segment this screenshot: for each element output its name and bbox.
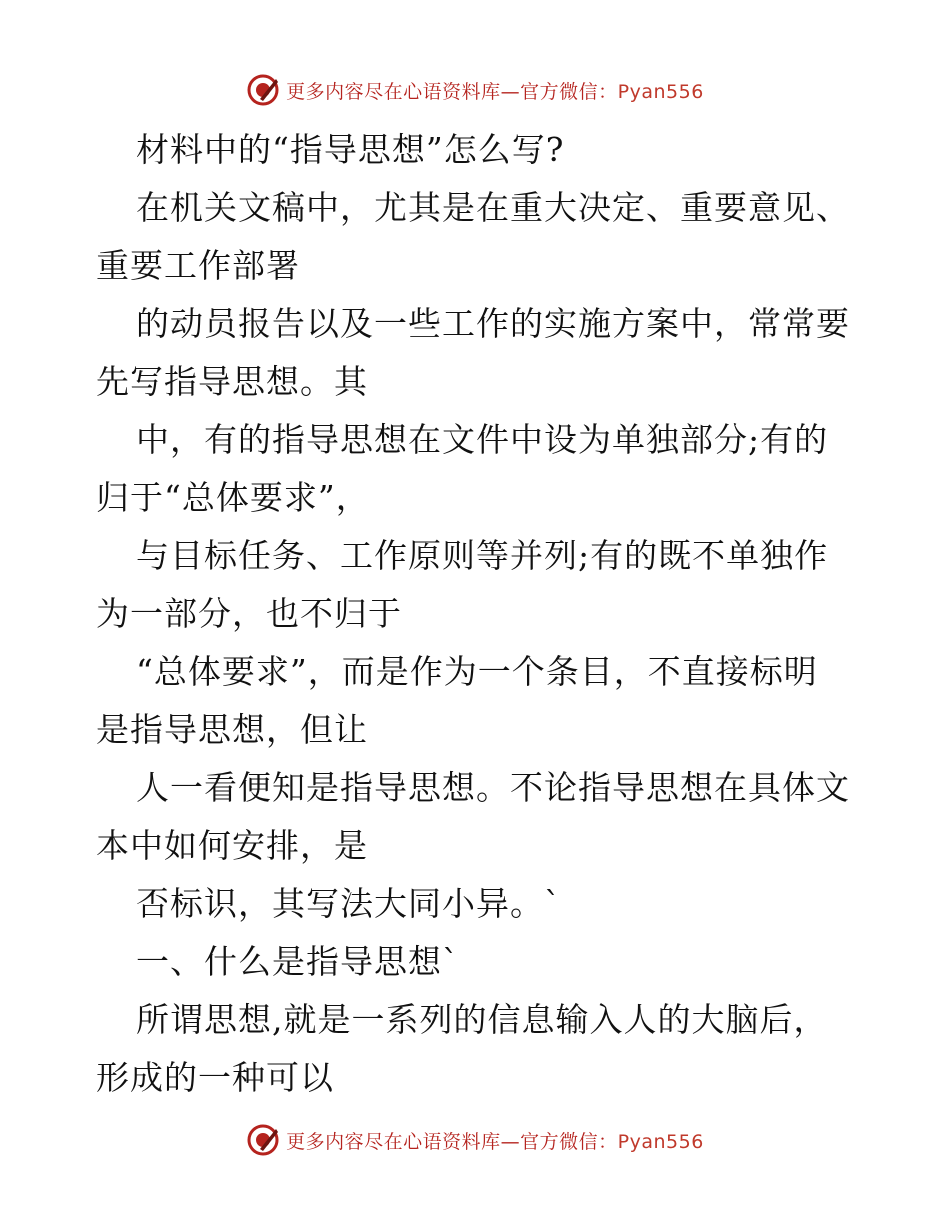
line: 与目标任务、工作原则等并列;有的既不单独作 bbox=[136, 536, 829, 575]
header-wechat-id: Pyan556 bbox=[617, 80, 704, 103]
line: 重要工作部署 bbox=[96, 246, 300, 285]
footer-promo-label: 更多内容尽在心语资料库—官方微信： bbox=[286, 1130, 618, 1153]
paragraph bbox=[96, 759, 856, 875]
line: 本中如何安排，是 bbox=[96, 826, 368, 865]
brand-logo-icon bbox=[246, 73, 280, 107]
footer-promo-text bbox=[286, 1127, 704, 1154]
line: “总体要求”，而是作为一个条目，不直接标明 bbox=[136, 652, 818, 691]
header-banner bbox=[0, 70, 950, 110]
line: 的动员报告以及一些工作的实施方案中，常常要 bbox=[136, 304, 850, 343]
paragraph bbox=[96, 179, 856, 295]
footer-banner bbox=[0, 1120, 950, 1160]
paragraph bbox=[96, 875, 856, 933]
line: 形成的一种可以 bbox=[96, 1058, 334, 1097]
line: 为一部分，也不归于 bbox=[96, 594, 402, 633]
line: 是指导思想，但让 bbox=[96, 710, 368, 749]
line: 先写指导思想。其 bbox=[96, 362, 368, 401]
line: 在机关文稿中，尤其是在重大决定、重要意见、 bbox=[136, 188, 850, 227]
paragraph bbox=[96, 527, 856, 643]
header-promo-text bbox=[286, 77, 704, 104]
line: 一、什么是指导思想` bbox=[136, 942, 460, 981]
line: 中，有的指导思想在文件中设为单独部分;有的 bbox=[136, 420, 829, 459]
paragraph bbox=[96, 643, 856, 759]
line: 所谓思想,就是一系列的信息输入人的大脑后， bbox=[136, 1000, 828, 1039]
line: 人一看便知是指导思想。不论指导思想在具体文 bbox=[136, 768, 850, 807]
line: 材料中的“指导思想”怎么写? bbox=[136, 130, 565, 169]
paragraph bbox=[96, 991, 856, 1107]
paragraph-title bbox=[96, 121, 856, 179]
line: 归于“总体要求”， bbox=[96, 478, 370, 517]
header-promo-label: 更多内容尽在心语资料库—官方微信： bbox=[286, 80, 618, 103]
line: 否标识，其写法大同小异。` bbox=[136, 884, 562, 923]
paragraph bbox=[96, 411, 856, 527]
brand-logo-icon bbox=[246, 1123, 280, 1157]
document-body bbox=[96, 121, 856, 1107]
paragraph bbox=[96, 295, 856, 411]
section-heading bbox=[96, 933, 856, 991]
footer-wechat-id: Pyan556 bbox=[617, 1130, 704, 1153]
